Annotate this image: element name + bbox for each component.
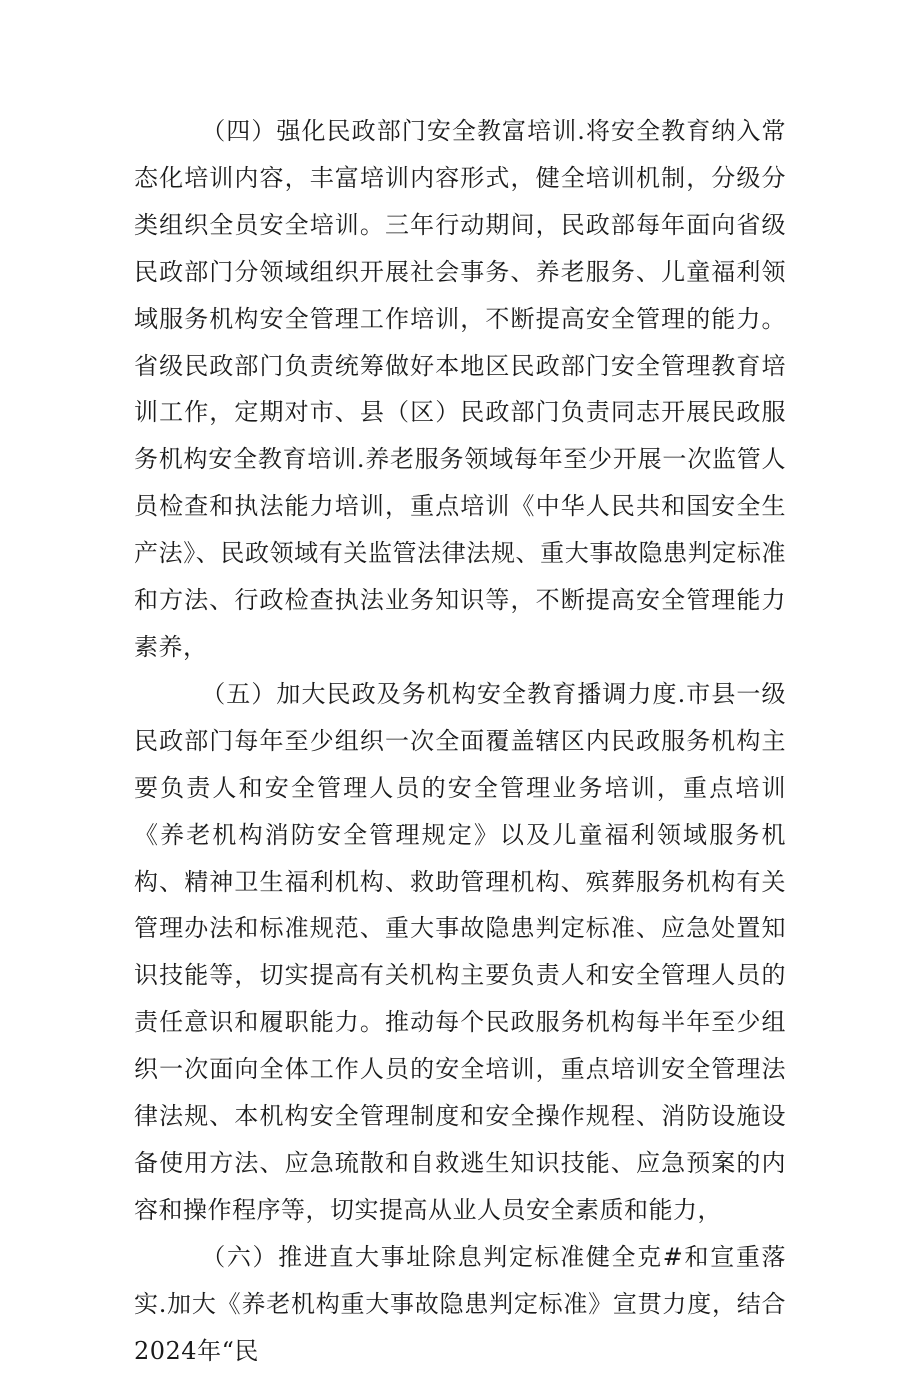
paragraph-six-hazard-standards: （六）推进直大事址除息判定标准健全克#和宣重落实.加大《养老机构重大事故隐患判定标准》宣贯力度，结合2024年“民 [134, 1242, 786, 1365]
document-page [134, 108, 786, 1374]
paragraph-four-safety-training: （四）强化民政部门安全教富培训.将安全教育纳入常态化培训内容，丰富培训内容形式，健全培训机制，分级分类组织全员安全培训。三年行动期间，民政部每年面向省级民政部门分领域组织开展社会事务、养老服务、儿童福利领域服务机构安全管理工作培训，不断提高安全管理的能力。省级民政部门负责统筹做好本地区民政部门安全管理教育培训工作，定期对市、县（区）民政部门负责同志开展民政服务机构安全教育培训.养老服务领域每年至少开展一次监管人员检查和执法能力培训，重点培训《中华人民共和国安全生产法》、民政领域有关监管法律法规、重大事故隐患判定标准和方法、行政检查执法业务知识等，不断提高安全管理能力素养， [134, 117, 786, 661]
paragraph-five-institution-training: （五）加大民政及务机构安全教育播调力度.市县一级民政部门每年至少组织一次全面覆盖辖区内民政服务机构主要负责人和安全管理人员的安全管理业务培训，重点培训《养老机构消防安全管理规定》以及儿童福利领域服务机构、精神卫生福利机构、救助管理机构、殡葬服务机构有关管理办法和标准规范、重大事故隐患判定标准、应急处置知识技能等，切实提高有关机构主要负责人和安全管理人员的责任意识和履职能力。推动每个民政服务机构每半年至少组织一次面向全体工作人员的安全培训，重点培训安全管理法律法规、本机构安全管理制度和安全操作规程、消防设施设备使用方法、应急琉散和自救逃生知识技能、应急预案的内容和操作程序等，切实提高从业人员安全素质和能力， [134, 679, 786, 1224]
